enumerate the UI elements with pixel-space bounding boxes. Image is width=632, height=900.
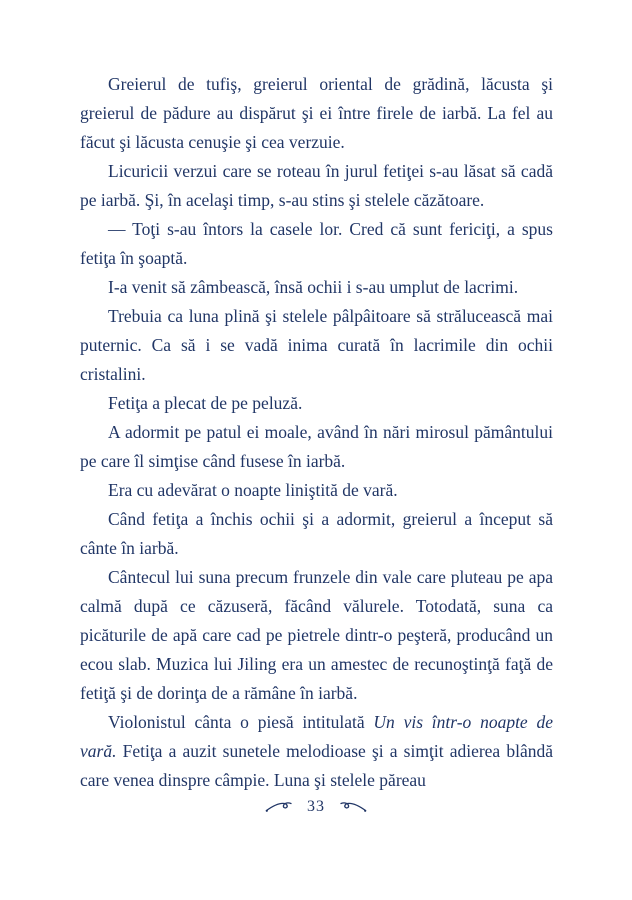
paragraph (80, 418, 553, 476)
page-text (80, 70, 553, 795)
paragraph (80, 70, 553, 157)
page-number: 33 (307, 798, 325, 815)
text-run: Fetiţa a auzit sunetele melodioase şi a simţit adierea blândă care venea dinspre câmpie. Luna şi stelele păreau (80, 741, 553, 790)
text-run: Violonistul cânta o piesă intitulată (108, 712, 374, 732)
paragraph (80, 389, 553, 418)
text-run: Fetiţa a plecat de pe peluză. (108, 393, 303, 413)
paragraph (80, 476, 553, 505)
flourish-right-icon (339, 800, 367, 814)
paragraph (80, 215, 553, 273)
text-run: I-a venit să zâmbească, însă ochii i s-au umplut de lacrimi. (108, 277, 519, 297)
text-run: Trebuia ca luna plină şi stelele pâlpâitoare să strălucească mai puternic. Ca să i se vadă inima curată în lacrimile din ochii cristalini. (80, 306, 553, 384)
paragraph (80, 302, 553, 389)
flourish-left-icon (265, 800, 293, 814)
text-run: — Toţi s-au întors la casele lor. Cred că sunt fericiţi, a spus fetiţa în şoaptă. (80, 219, 553, 268)
text-run: Licuricii verzui care se roteau în jurul fetiţei s-au lăsat să cadă pe iarbă. Şi, în acelaşi timp, s-au stins şi stelele căzătoare. (80, 161, 553, 210)
paragraph (80, 563, 553, 708)
paragraph (80, 157, 553, 215)
paragraph (80, 708, 553, 795)
paragraph (80, 273, 553, 302)
text-run: Când fetiţa a închis ochii şi a adormit, greierul a început să cânte în iarbă. (80, 509, 553, 558)
paragraph (80, 505, 553, 563)
text-run: A adormit pe patul ei moale, având în nări mirosul pământului pe care îl simţise când fusese în iarbă. (80, 422, 553, 471)
italic-text: Un vis într-o noapte de vară. (80, 712, 553, 761)
text-run: Era cu adevărat o noapte liniştită de vară. (108, 480, 398, 500)
page-footer (0, 798, 632, 816)
text-run: Greierul de tufiş, greierul oriental de grădină, lăcusta şi greierul de pădure au dispărut şi ei între firele de iarbă. La fel au făcut şi lăcusta cenuşie şi cea verzuie. (80, 74, 553, 152)
text-run: Cântecul lui suna precum frunzele din vale care pluteau pe apa calmă după ce căzuseră, făcând vălurele. Totodată, suna ca picăturile de apă care cad pe pietrele dintr-o peşteră, producând un ecou slab. Muzica lui Jiling era un amestec de recunoştinţă faţă de fetiţă şi de dorinţa de a rămâne în iarbă. (80, 567, 553, 703)
